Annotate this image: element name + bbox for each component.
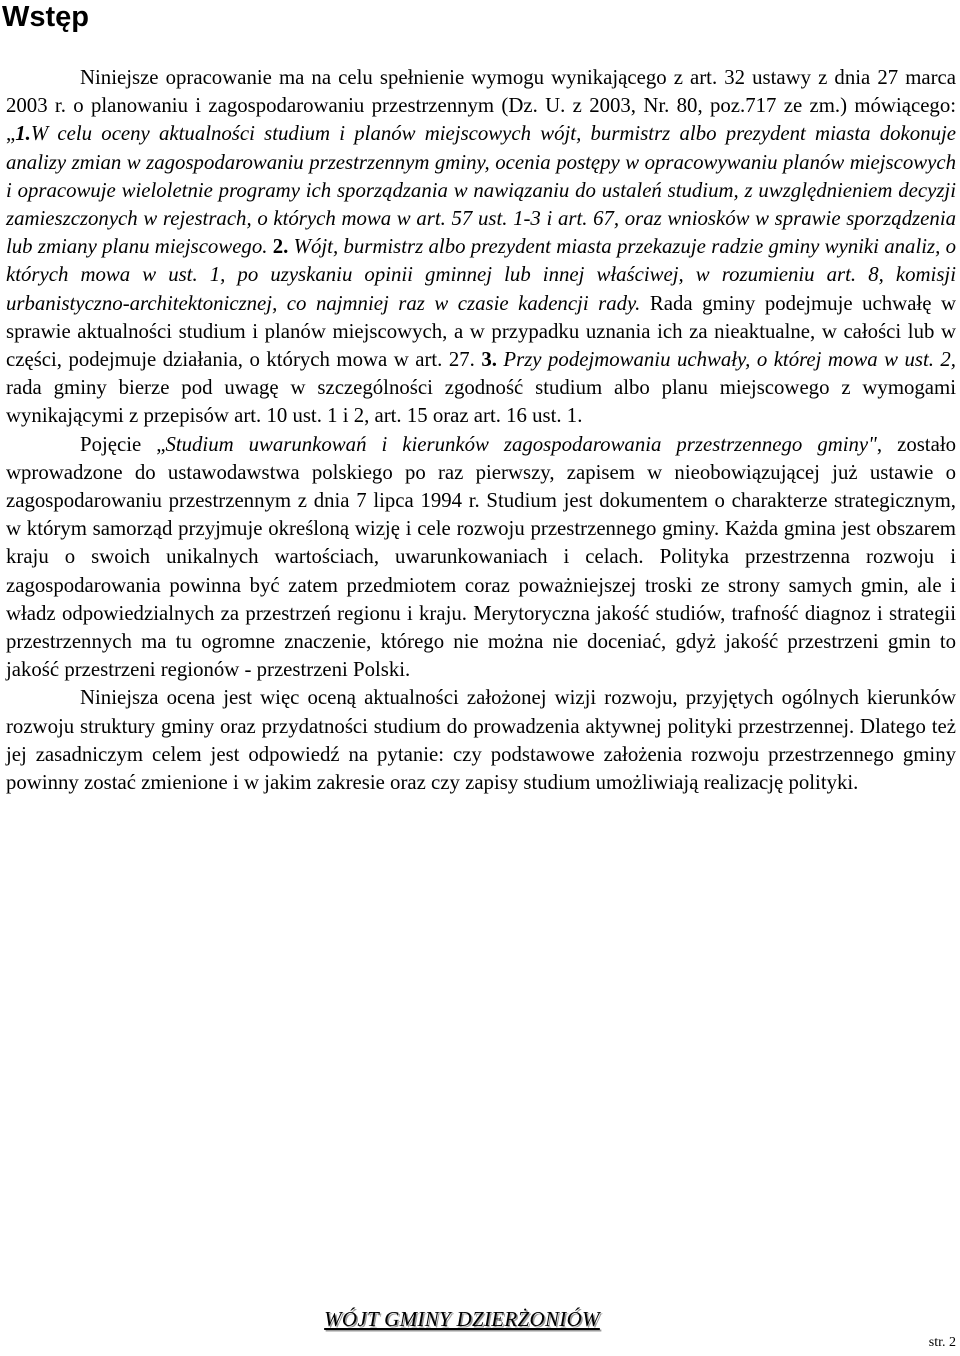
- intro-text: Niniejsze opracowanie ma na celu spełnienie wymogu wynikającego z art. 32 ustawy z dnia 27 marca 2003 r. o planowaniu i zagospodarowaniu przestrzennym (Dz. U. z 2003, Nr. 80, poz.717 ze zm.) mówiącego: „: [6, 66, 956, 146]
- quote-point-2-text: Wójt, burmistrz albo prezydent miasta przekazuje radzie gminy wyniki analiz, o których mowa w ust. 1, po uzyskaniu opinii gminnej lub innej właściwej, w rozumieniu art. 8, komisji urbanistyczno-architektonicznej, co najmniej raz w czasie kadencji rady.: [6, 235, 957, 315]
- paragraph-assessment-purpose: Niniejsza ocena jest więc oceną aktualności założonej wizji rozwoju, przyjętych ogólnych kierunków rozwoju struktury gminy oraz przydatności studium do prowadzenia aktywnej polityki przestrzennej. Dlatego też jej zasadniczym celem jest odpowiedź na pytanie: czy podstawowe założenia rozwoju przestrzennego gminy powinny zostać zmienione i w jakim zakresie oraz czy zapisy studium umożliwiają realizację polityki.: [6, 686, 956, 795]
- page-number: str. 2: [928, 1335, 956, 1350]
- paragraph-legal-basis: [6, 64, 956, 431]
- quote-point-1-text: W celu oceny aktualności studium i planów miejscowych wójt, burmistrz albo prezydent miasta dokonuje analizy zmian w zagospodarowaniu przestrzennym gminy, ocenia postępy w opracowywaniu planów miejscowych i opracowuje wieloletnie programy ich sporządzania w nawiązaniu do ustaleń studium, z uwzględnieniem decyzji zamieszczonych w rejestrach, o których mowa w art. 57 ust. 1-3 i art. 67, oraz wniosków w sprawie sporządzenia lub zmiany planu miejscowego.: [6, 122, 956, 259]
- study-description: , zostało wprowadzone do ustawodawstwa polskiego po raz pierwszy, zapisem w nieobowiązującej już ustawie o zagospodarowaniu przestrzennym z dnia 7 lipca 1994 r. Studium jest dokumentem o charakterze strategicznym, w którym samorząd przyjmuje określoną wizję i cele rozwoju przestrzennego gminy. Każda gmina jest obszarem kraju o swoich unikalnych wartościach, uwarunkowaniach i celach. Polityka przestrzenna rozwoju i zagospodarowania powinna być zatem przedmiotem coraz poważniejszej troski ze strony samych gmin, ale i władz odpowiedzialnych za przestrzeń regionu i kraju. Merytoryczna jakość studiów, trafność diagnoz i strategii przestrzennych ma tu ogromne znaczenie, którego nie można nie doceniać, gdyż jakość przestrzeni gmin to jakość przestrzeni regionów - przestrzeni Polski.: [6, 432, 956, 682]
- page-heading: Wstęp: [2, 1, 89, 33]
- footer-authority-title: WÓJT GMINY DZIERŻONIÓW: [324, 1307, 600, 1331]
- quote-point-3-continuation: rada gminy bierze pod uwagę w szczególności zgodność studium albo planu miejscowego z wymogami wynikającymi z przepisów art. 10 ust. 1 i 2, art. 15 oraz art. 16 ust. 1.: [6, 376, 956, 428]
- quote-point-1-number: 1.: [15, 122, 31, 146]
- quote-point-2-number: 2.: [267, 235, 289, 259]
- quote-point-2-continuation: Rada gminy podejmuje uchwałę w sprawie aktualności studium i planów miejscowych, a w przypadku uznania ich za nieaktualne, w całości lub w części, podejmuje działania, o których mowa w art. 27.: [6, 291, 956, 372]
- document-body: [6, 64, 956, 797]
- quote-point-3-number: 3.: [474, 348, 497, 372]
- quote-point-3-text: Przy podejmowaniu uchwały, o której mowa w ust. 2,: [496, 348, 957, 372]
- study-lead: Pojęcie „: [80, 432, 166, 456]
- study-title: Studium uwarunkowań i kierunków zagospodarowania przestrzennego gminy": [165, 432, 877, 456]
- paragraph-study-concept: [6, 431, 956, 685]
